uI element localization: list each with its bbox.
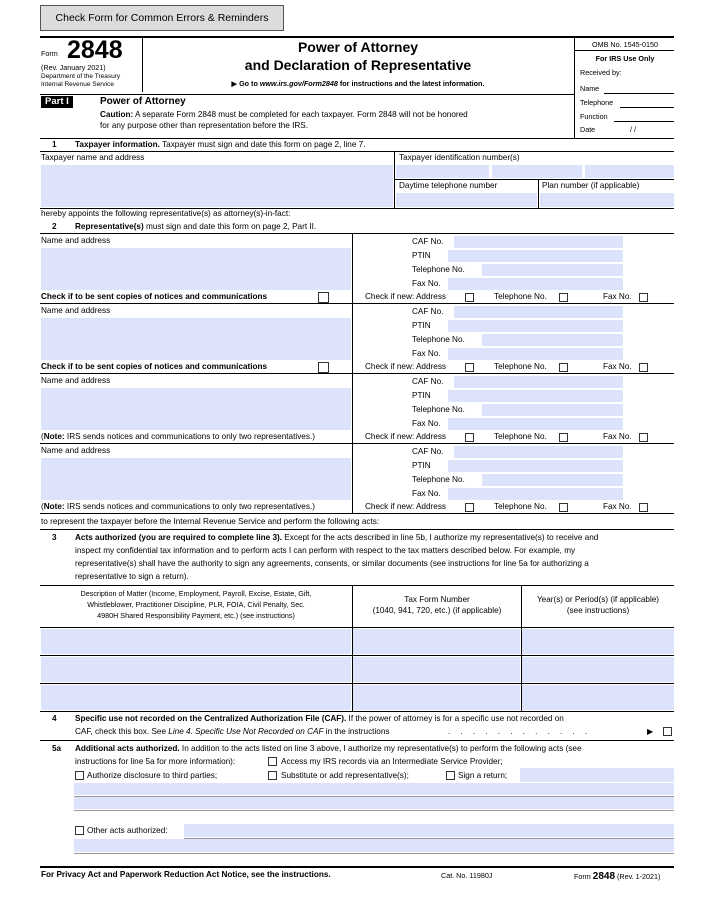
authorize-disclosure-label: Authorize disclosure to third parties; [87, 771, 218, 780]
rep-name-label: Name and address [41, 306, 111, 315]
note-bold: Note: [43, 432, 65, 441]
rep-caf-input[interactable] [454, 376, 623, 388]
rep-name-label: Name and address [41, 236, 111, 245]
part1-label: Part I [41, 96, 73, 108]
irs-name-line [604, 93, 674, 94]
line1-heading: Taxpayer information. Taxpayer must sign and date this form on page 2, line 7. [75, 140, 366, 149]
note-text: IRS sends notices and communications to only two representatives.) [64, 432, 315, 441]
rep-caf-input[interactable] [454, 236, 623, 248]
rep-ptin-input[interactable] [448, 250, 623, 262]
received-by: Received by: [580, 68, 622, 77]
note-bold: Note: [43, 502, 65, 511]
tin-input-1[interactable] [396, 165, 489, 178]
daytime-phone-label: Daytime telephone number [399, 181, 498, 190]
rep-telephone-input[interactable] [482, 404, 623, 416]
new-fax-checkbox[interactable] [639, 433, 648, 442]
rep-ptin-input[interactable] [448, 320, 623, 332]
line2-number: 2 [52, 222, 57, 231]
form-number: 2848 [67, 36, 123, 64]
irs-use-only: For IRS Use Only [595, 54, 655, 63]
part1-caution-2: for any purpose other than representation before the IRS. [100, 121, 309, 130]
other-acts-label: Other acts authorized: [87, 826, 168, 835]
line3-line-1: Acts authorized (you are required to complete line 3). Except for the acts described in line 5b, I authorize my representative(s) to receive and [75, 533, 599, 542]
line4-arrow: ▶ [647, 727, 654, 736]
taxform-col-header-1: Tax Form Number [404, 595, 470, 604]
rep-fax-input[interactable] [448, 278, 623, 290]
additional-acts-rule-2 [74, 810, 674, 811]
part1-caution: Caution: A separate Form 2848 must be completed for each taxpayer. Form 2848 will not be honored [100, 110, 468, 119]
matter-col-header-1: Description of Matter (Income, Employment, Payroll, Excise, Estate, Gift, [80, 589, 312, 598]
form-title-2: and Declaration of Representative [244, 57, 472, 73]
additional-acts-input-2[interactable] [74, 797, 674, 809]
line3-table-bottom [40, 711, 674, 712]
matter-col-header-2: Whistleblower, Practitioner Discipline, PLR, FOIA, Civil Penalty, Sec. [87, 600, 305, 609]
authorize-disclosure-checkbox[interactable] [75, 771, 84, 780]
line3-number: 3 [52, 533, 57, 542]
tax-form-number-input[interactable] [353, 685, 520, 710]
phone-plan-divider [538, 179, 539, 208]
rep-ptin-input[interactable] [448, 390, 623, 402]
new-telephone-checkbox[interactable] [559, 433, 568, 442]
line3-line-2: inspect my confidential tax information and to perform acts I can perform with respect to the tax matters described below. For example, my [75, 546, 576, 555]
rep-telephone-label: Telephone No. [412, 475, 465, 484]
line3-top-rule [40, 529, 674, 530]
rep-bottom-note [41, 433, 315, 441]
check-new-fax-label: Fax No. [603, 362, 632, 371]
note-open-paren: ( [41, 502, 44, 511]
new-address-checkbox[interactable] [465, 433, 474, 442]
line1-sub-rule [40, 151, 674, 152]
tin-rule [394, 179, 674, 180]
matter-col-header-3: 4980H Shared Responsibility Payment, etc.) (see instructions) [97, 611, 295, 620]
new-fax-checkbox[interactable] [639, 503, 648, 512]
rep-fax-label: Fax No. [412, 279, 441, 288]
rep-caf-label: CAF No. [412, 237, 444, 246]
new-telephone-checkbox[interactable] [559, 293, 568, 302]
check-new-address-label: Check if new: Address [365, 432, 447, 441]
check-new-telephone-label: Telephone No. [494, 292, 547, 301]
irs-function: Function [580, 112, 608, 121]
line4-number: 4 [52, 714, 57, 723]
line4-leader-dots: . . . . . . . . . . . . [448, 727, 592, 736]
line4-line-2: CAF, check this box. See Line 4. Specific Use Not Recorded on CAF in the instructions [75, 727, 390, 736]
rep-divider [352, 303, 353, 373]
rep-name-input[interactable] [41, 388, 351, 430]
part1-title: Power of Attorney [100, 96, 186, 107]
privacy-notice: For Privacy Act and Paperwork Reduction Act Notice, see the instructions. [41, 870, 331, 879]
taxform-col-header-2: (1040, 941, 720, etc.) (if applicable) [372, 606, 502, 615]
rep-name-input[interactable] [41, 318, 351, 360]
rep-caf-input[interactable] [454, 306, 623, 318]
check-new-telephone-label: Telephone No. [494, 362, 547, 371]
other-acts-checkbox[interactable] [75, 826, 84, 835]
to-represent-text: to represent the taxpayer before the Internal Revenue Service and perform the following acts: [41, 517, 380, 526]
line5a-line-2: instructions for line 5a for more information): [75, 757, 236, 766]
sign-return-input[interactable] [520, 768, 674, 782]
other-acts-input-2[interactable] [74, 839, 674, 852]
rep-caf-label: CAF No. [412, 307, 444, 316]
rep-ptin-label: PTIN [412, 391, 431, 400]
additional-acts-input-1[interactable] [74, 783, 674, 795]
irs-name: Name [580, 84, 600, 93]
line4-bottom-rule [40, 740, 674, 741]
irs-date: Date [580, 125, 596, 134]
substitute-rep-label: Substitute or add representative(s); [281, 771, 409, 780]
rep-name-label: Name and address [41, 376, 111, 385]
rep-bottom-note: Check if to be sent copies of notices and communications [41, 292, 268, 301]
rep-telephone-label: Telephone No. [412, 405, 465, 414]
check-new-address-label: Check if new: Address [365, 502, 447, 511]
rep-fax-label: Fax No. [412, 419, 441, 428]
check-new-address-label: Check if new: Address [365, 292, 447, 301]
rep-fax-input[interactable] [448, 348, 623, 360]
catalog-number: Cat. No. 11980J [441, 871, 493, 880]
part1-top-rule [40, 94, 574, 95]
new-fax-checkbox[interactable] [639, 293, 648, 302]
new-telephone-checkbox[interactable] [559, 503, 568, 512]
new-address-checkbox[interactable] [465, 293, 474, 302]
check-new-fax-label: Fax No. [603, 432, 632, 441]
line1-number: 1 [52, 140, 57, 149]
year-col-header-2: (see instructions) [566, 606, 630, 615]
table-header-bottom [40, 627, 674, 628]
instructions-link[interactable]: ▶ Go to www.irs.gov/Form2848 for instructions and the latest information. [231, 79, 485, 88]
rep-caf-label: CAF No. [412, 447, 444, 456]
send-copies-checkbox[interactable] [318, 362, 329, 373]
plan-number-label: Plan number (if applicable) [542, 181, 640, 190]
matter-row-rule [40, 655, 674, 656]
line3-table-top [40, 585, 674, 586]
year-period-input[interactable] [522, 685, 674, 710]
line5a-line-1: Additional acts authorized. In addition to the acts listed on line 3 above, I authorize my representative(s) to perform the following acts (see [75, 744, 582, 753]
rep-ptin-label: PTIN [412, 461, 431, 470]
line2-heading: Representative(s) must sign and date this form on page 2, Part II. [75, 222, 317, 231]
header-top-rule [40, 36, 674, 38]
line4-line-1: Specific use not recorded on the Centralized Authorization File (CAF). If the power of attorney is for a specific use not recorded on [75, 714, 564, 723]
rep-ptin-input[interactable] [448, 460, 623, 472]
tin-input-3[interactable] [585, 165, 674, 178]
year-col-header-1: Year(s) or Period(s) (if applicable) [536, 595, 660, 604]
year-period-input[interactable] [522, 629, 674, 654]
check-new-address-label: Check if new: Address [365, 362, 447, 371]
line3-line-4: representative to sign a return). [75, 572, 189, 581]
rep-telephone-label: Telephone No. [412, 335, 465, 344]
matter-description-input[interactable] [41, 685, 351, 710]
irs-date-separators: / / [630, 125, 636, 134]
access-records-label: Access my IRS records via an Intermediate Service Provider; [281, 757, 503, 766]
rep-bottom-rule [40, 443, 674, 444]
rep-bottom-note [41, 503, 315, 511]
rep-telephone-input[interactable] [482, 264, 623, 276]
line5a-number: 5a [52, 744, 62, 753]
rep-bottom-rule [40, 513, 674, 514]
check-new-fax-label: Fax No. [603, 502, 632, 511]
header-divider-right [574, 37, 575, 138]
appoints-text: hereby appoints the following representative(s) as attorney(s)-in-fact: [41, 209, 291, 218]
form-word: Form [41, 49, 58, 58]
new-telephone-checkbox[interactable] [559, 363, 568, 372]
omb-number: OMB No. 1545-0150 [592, 40, 658, 49]
check-new-fax-label: Fax No. [603, 292, 632, 301]
rep-fax-label: Fax No. [412, 489, 441, 498]
check-form-button[interactable]: Check Form for Common Errors & Reminders [40, 5, 284, 31]
tin-input-2[interactable] [492, 165, 582, 178]
omb-rule [574, 50, 674, 51]
check-new-telephone-label: Telephone No. [494, 432, 547, 441]
check-new-telephone-label: Telephone No. [494, 502, 547, 511]
rep-bottom-rule [40, 373, 674, 374]
rep-telephone-input[interactable] [482, 334, 623, 346]
sign-return-checkbox[interactable] [446, 771, 455, 780]
matter-row-rule [40, 683, 674, 684]
rep-bottom-rule [40, 303, 674, 304]
irs-telephone: Telephone [580, 98, 614, 107]
revision-date: (Rev. January 2021) [41, 63, 106, 72]
rep-name-label: Name and address [41, 446, 111, 455]
new-address-checkbox[interactable] [465, 363, 474, 372]
taxpayer-name-input[interactable] [41, 165, 393, 207]
note-open-paren: ( [41, 432, 44, 441]
rep-fax-label: Fax No. [412, 349, 441, 358]
rep-fax-input[interactable] [448, 488, 623, 500]
rep-bottom-note: Check if to be sent copies of notices and communications [41, 362, 268, 371]
rep-fax-input[interactable] [448, 418, 623, 430]
agency: Internal Revenue Service [41, 81, 114, 88]
rep-telephone-label: Telephone No. [412, 265, 465, 274]
other-acts-input-1[interactable] [184, 824, 674, 837]
rep-caf-input[interactable] [454, 446, 623, 458]
plan-number-input[interactable] [540, 193, 674, 207]
other-acts-rule-2 [74, 853, 674, 854]
rep-divider [352, 233, 353, 303]
sign-return-label: Sign a return; [458, 771, 508, 780]
department: Department of the Treasury [41, 73, 121, 80]
footer-rule [40, 866, 674, 868]
rep-ptin-label: PTIN [412, 251, 431, 260]
line2-top-rule [40, 233, 674, 234]
line1-top-rule [40, 138, 674, 139]
irs-function-line [614, 121, 674, 122]
line3-line-3: representative(s) shall have the authority to sign any agreements, consents, or similar documents (see instructions for line 5a for authorizing a [75, 559, 589, 568]
irs-telephone-line [620, 107, 674, 108]
new-fax-checkbox[interactable] [639, 363, 648, 372]
line4-checkbox[interactable] [663, 727, 672, 736]
tin-label: Taxpayer identification number(s) [399, 153, 520, 162]
form-title-1: Power of Attorney [297, 39, 419, 55]
rep-caf-label: CAF No. [412, 377, 444, 386]
matter-description-input[interactable] [41, 629, 351, 654]
note-text: IRS sends notices and communications to only two representatives.) [64, 502, 315, 511]
rep-telephone-input[interactable] [482, 474, 623, 486]
tax-form-number-input[interactable] [353, 657, 520, 682]
taxpayer-name-label: Taxpayer name and address [41, 153, 145, 162]
daytime-phone-input[interactable] [396, 193, 537, 207]
access-records-checkbox[interactable] [268, 757, 277, 766]
rep-ptin-label: PTIN [412, 321, 431, 330]
rep-name-input[interactable] [41, 458, 351, 500]
rep-divider [352, 373, 353, 443]
send-copies-checkbox[interactable] [318, 292, 329, 303]
year-period-input[interactable] [522, 657, 674, 682]
rep-name-input[interactable] [41, 248, 351, 290]
matter-description-input[interactable] [41, 657, 351, 682]
footer-form-label: Form 2848 (Rev. 1-2021) [574, 871, 661, 882]
substitute-rep-checkbox[interactable] [268, 771, 277, 780]
new-address-checkbox[interactable] [465, 503, 474, 512]
rep-divider [352, 443, 353, 513]
tax-form-number-input[interactable] [353, 629, 520, 654]
